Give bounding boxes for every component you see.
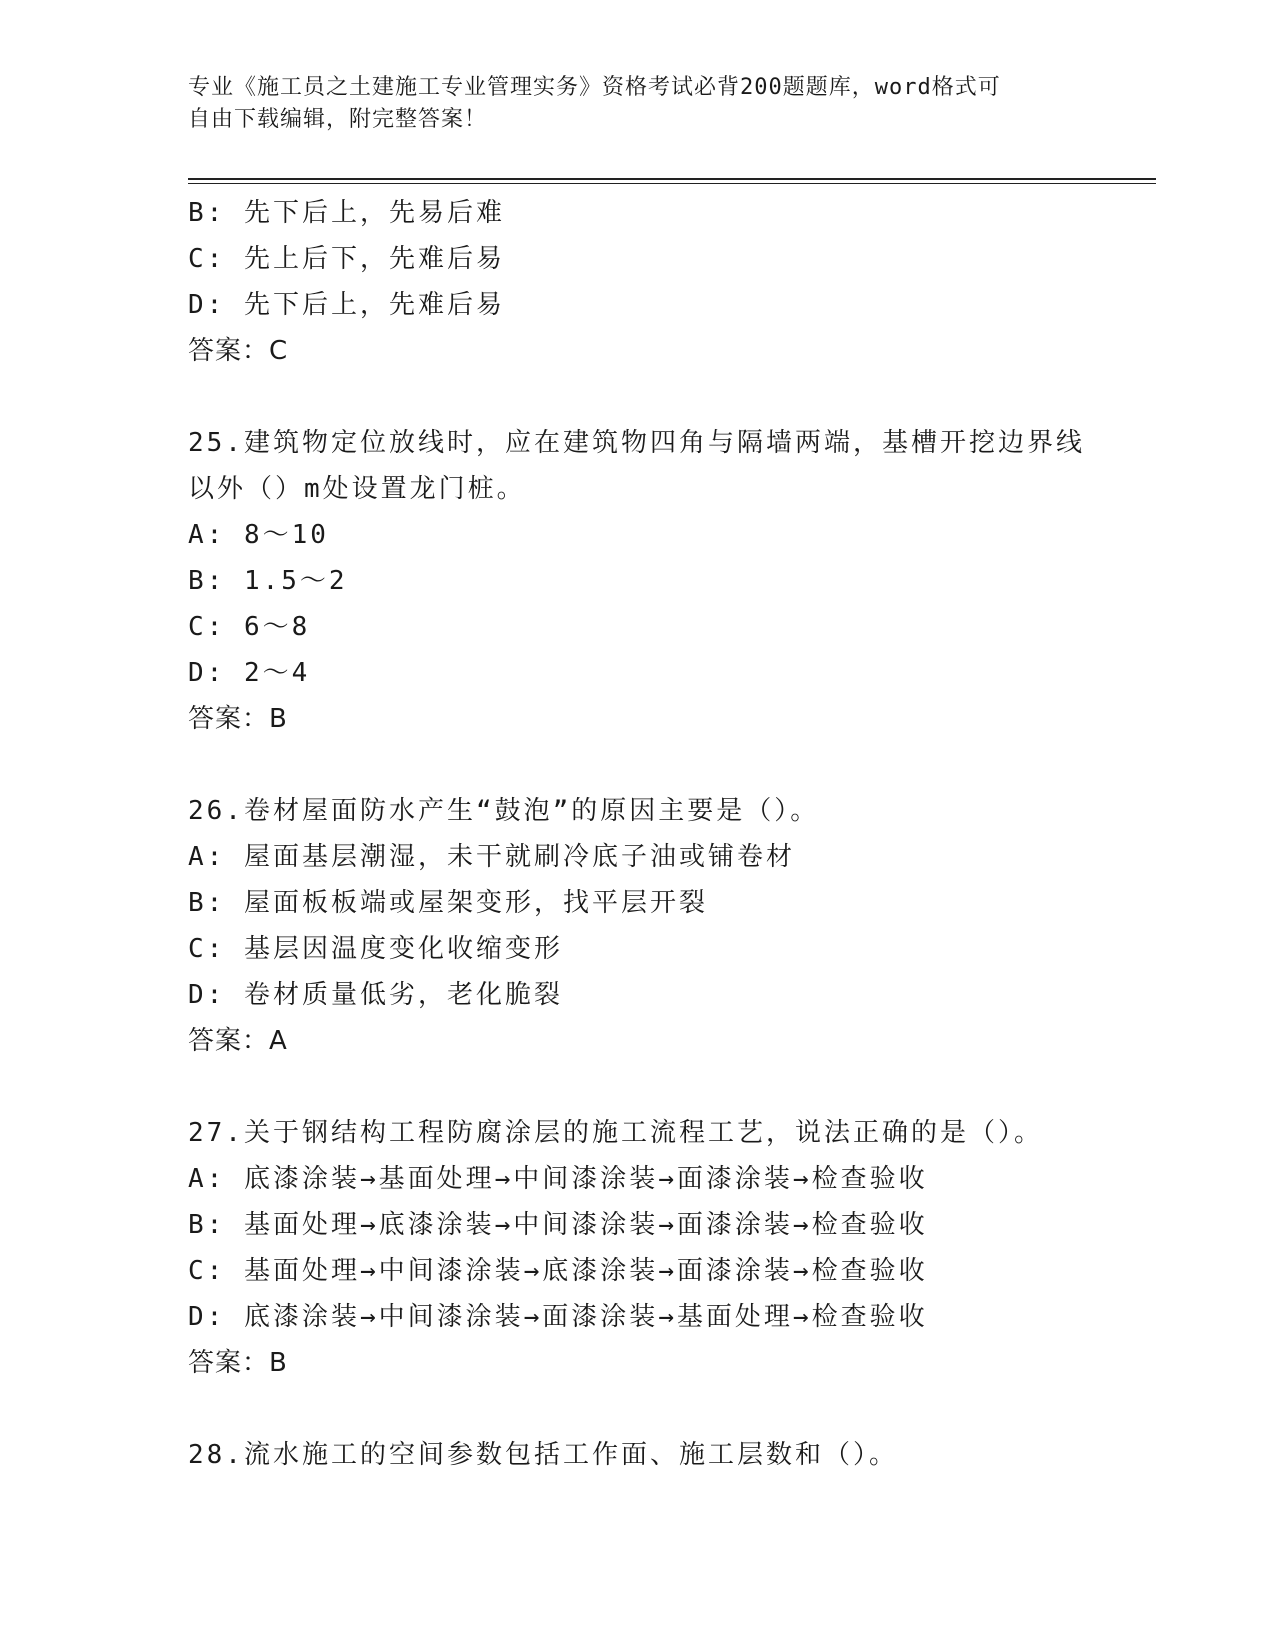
option-c: C: 基面处理→中间漆涂装→底漆涂装→面漆涂装→检查验收 — [188, 1256, 928, 1286]
answer-line: 答案：B — [188, 704, 288, 734]
header-divider-thin — [188, 183, 1156, 184]
option-d: D: 底漆涂装→中间漆涂装→面漆涂装→基面处理→检查验收 — [188, 1302, 928, 1332]
spacer — [188, 742, 1158, 788]
answer-line: 答案：C — [188, 336, 289, 366]
question-27 — [188, 1110, 1158, 1386]
question-text: 27.关于钢结构工程防腐涂层的施工流程工艺，说法正确的是（）。 — [188, 1118, 1043, 1148]
question-text: 28.流水施工的空间参数包括工作面、施工层数和（）。 — [188, 1440, 898, 1470]
header-line-1: 专业《施工员之土建施工专业管理实务》资格考试必背200题题库，word格式可 — [188, 75, 1001, 100]
option-d: D: 卷材质量低劣，老化脆裂 — [188, 980, 563, 1010]
option-c: C: 6～8 — [188, 612, 311, 642]
option-b: B: 1.5～2 — [188, 566, 348, 596]
question-text-line-2: 以外（）m处设置龙门桩。 — [188, 474, 526, 504]
question-list — [188, 190, 1158, 1478]
document-header — [188, 72, 1088, 136]
option-b: B: 基面处理→底漆涂装→中间漆涂装→面漆涂装→检查验收 — [188, 1210, 928, 1240]
spacer — [188, 374, 1158, 420]
option-a: A: 底漆涂装→基面处理→中间漆涂装→面漆涂装→检查验收 — [188, 1164, 928, 1194]
header-divider-thick — [188, 178, 1156, 180]
option-b: B: 先下后上，先易后难 — [188, 198, 505, 228]
header-line-2: 自由下载编辑，附完整答案！ — [188, 107, 488, 132]
option-d: D: 先下后上，先难后易 — [188, 290, 505, 320]
option-b: B: 屋面板板端或屋架变形，找平层开裂 — [188, 888, 708, 918]
question-text: 26.卷材屋面防水产生“鼓泡”的原因主要是（）。 — [188, 796, 820, 826]
question-26 — [188, 788, 1158, 1064]
option-c: C: 先上后下，先难后易 — [188, 244, 505, 274]
answer-line: 答案：B — [188, 1348, 288, 1378]
spacer — [188, 1386, 1158, 1432]
option-d: D: 2～4 — [188, 658, 311, 688]
option-a: A: 屋面基层潮湿，未干就刷冷底子油或铺卷材 — [188, 842, 795, 872]
option-a: A: 8～10 — [188, 520, 329, 550]
spacer — [188, 1064, 1158, 1110]
question-24 — [188, 190, 1158, 374]
option-c: C: 基层因温度变化收缩变形 — [188, 934, 563, 964]
question-25 — [188, 420, 1158, 742]
answer-line: 答案：A — [188, 1026, 288, 1056]
question-text-line-1: 25.建筑物定位放线时，应在建筑物四角与隔墙两端，基槽开挖边界线 — [188, 428, 1085, 458]
question-28 — [188, 1432, 1158, 1478]
